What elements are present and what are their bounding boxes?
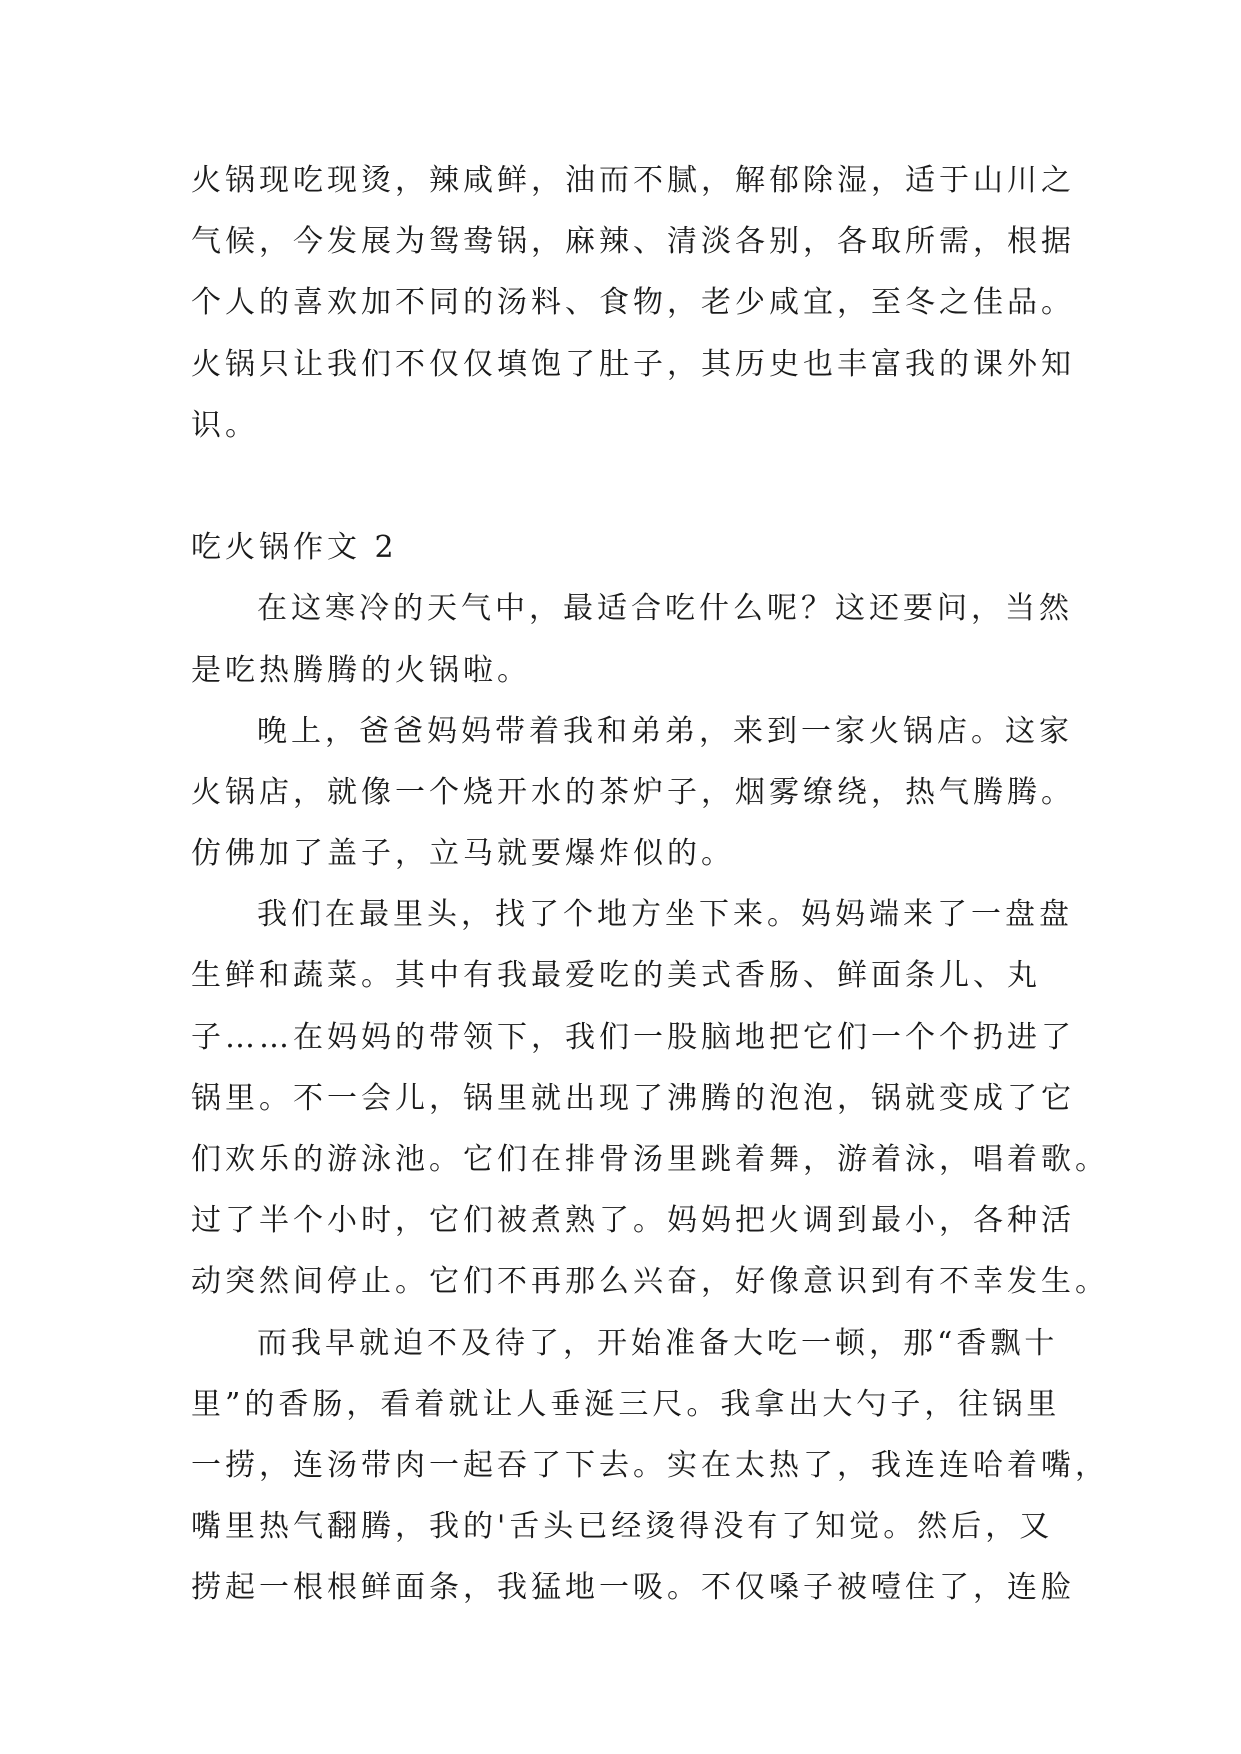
text-line: 在这寒冷的天气中，最适合吃什么呢？这还要问，当然 [257,591,1073,627]
text-line: 们欢乐的游泳池。它们在排骨汤里跳着舞，游着泳，唱着歌。 [191,1142,1109,1177]
paragraph-gap [191,456,1071,517]
text-line: 锅里。不一会儿，锅里就出现了沸腾的泡泡，锅就变成了它 [191,1080,1075,1116]
text-line: 是吃热腾腾的火锅啦。 [191,652,531,688]
text-line: 嘴里热气翻腾，我的'舌头已经烫得没有了知觉。然后，又 [191,1509,1054,1545]
text-line: 而我早就迫不及待了，开始准备大吃一顿，那“香飘十 [257,1325,1059,1361]
paragraph-2 [191,701,1075,885]
paragraph-1 [191,578,1071,700]
text-line: 火锅只让我们不仅仅填饱了肚子，其历史也丰富我的课外知 [191,346,1075,382]
text-line: 晚上，爸爸妈妈带着我和弟弟，来到一家火锅店。这家 [257,713,1073,749]
text-line: 生鲜和蔬菜。其中有我最爱吃的美式香肠、鲜面条儿、丸 [191,958,1041,994]
text-line: 里”的香肠，看着就让人垂涎三尺。我拿出大勺子，往锅里 [191,1386,1061,1422]
text-line: 火锅店，就像一个烧开水的茶炉子，烟雾缭绕，热气腾腾。 [191,774,1075,810]
section-title: 吃火锅作文 2 [191,530,398,566]
text-line: 子……在妈妈的带领下，我们一股脑地把它们一个个扔进了 [191,1019,1075,1055]
text-line: 过了半个小时，它们被煮熟了。妈妈把火调到最小，各种活 [191,1203,1075,1239]
intro-paragraph [191,150,1075,456]
text-line: 捞起一根根鲜面条，我猛地一吸。不仅嗓子被噎住了，连脸 [191,1570,1075,1606]
text-line: 个人的喜欢加不同的汤料、食物，老少咸宜，至冬之佳品。 [191,285,1075,321]
text-line: 仿佛加了盖子，立马就要爆炸似的。 [191,836,735,872]
paragraph-4 [191,1313,1109,1619]
paragraph-3 [191,884,1109,1312]
text-line: 动突然间停止。它们不再那么兴奋，好像意识到有不幸发生。 [191,1264,1109,1300]
text-line: 识。 [191,407,259,443]
text-line: 一捞，连汤带肉一起吞了下去。实在太热了，我连连哈着嘴， [191,1447,1109,1483]
text-line: 我们在最里头，找了个地方坐下来。妈妈端来了一盘盘 [257,897,1073,933]
text-line: 气候，今发展为鸳鸯锅，麻辣、清淡各别，各取所需，根据 [191,224,1075,260]
document-page [191,150,1109,1619]
text-line: 火锅现吃现烫，辣咸鲜，油而不腻，解郁除湿，适于山川之 [191,163,1075,198]
